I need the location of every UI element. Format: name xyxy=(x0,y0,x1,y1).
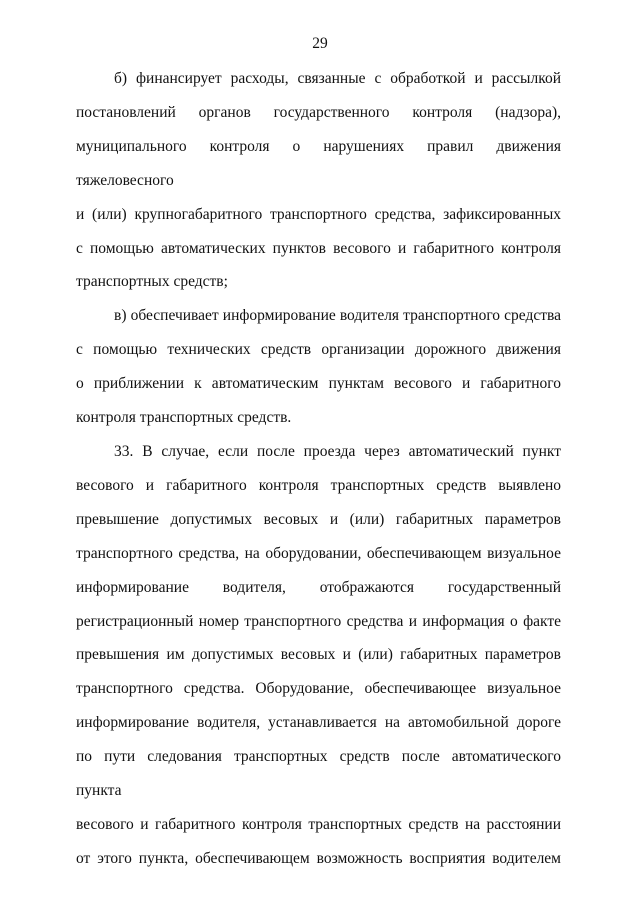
document-body xyxy=(76,62,561,876)
text-line: 33. В случае, если после проезда через автоматический пункт xyxy=(114,442,561,460)
text-line: б) финансирует расходы, связанные с обработкой и рассылкой xyxy=(114,70,561,87)
text-line: транспортного средства, на оборудовании, обеспечивающем визуальное xyxy=(76,544,561,562)
text-line: от этого пункта, обеспечивающем возможность восприятия водителем xyxy=(76,849,561,867)
text-line: информирование водителя, устанавливается на автомобильной дороге xyxy=(76,714,561,732)
text-line: и (или) крупногабаритного транспортного средства, зафиксированных xyxy=(76,205,561,223)
text-line: транспортного средства. Оборудование, обеспечивающее визуальное xyxy=(76,680,561,698)
text-line: транспортных средств; xyxy=(76,273,228,291)
text-line: превышения им допустимых весовых и (или) габаритных параметров xyxy=(76,646,561,664)
paragraph-v xyxy=(76,299,561,435)
text-line: в) обеспечивает информирование водителя транспортного средства xyxy=(114,307,561,325)
text-line: о приближении к автоматическим пунктам весового и габаритного xyxy=(76,375,561,393)
text-line: муниципального контроля о нарушениях правил движения тяжеловесного xyxy=(76,137,561,189)
text-line: регистрационный номер транспортного средства и информация о факте xyxy=(76,612,561,630)
text-line: с помощью технических средств организации дорожного движения xyxy=(76,341,561,359)
text-line: с помощью автоматических пунктов весового и габаритного контроля xyxy=(76,239,561,257)
text-line: по пути следования транспортных средств после автоматического пункта xyxy=(76,748,561,800)
text-line: превышение допустимых весовых и (или) габаритных параметров xyxy=(76,510,561,528)
text-line: контроля транспортных средств. xyxy=(76,409,292,427)
text-line: информирование водителя, отображаются государственный xyxy=(76,578,561,596)
page-number: 29 xyxy=(312,35,328,52)
text-line: весового и габаритного контроля транспортных средств на расстоянии xyxy=(76,815,561,833)
text-line: весового и габаритного контроля транспортных средств выявлено xyxy=(76,476,561,494)
text-line: постановлений органов государственного контроля (надзора), xyxy=(76,103,561,121)
paragraph-b xyxy=(76,62,561,299)
paragraph-33 xyxy=(76,435,561,876)
